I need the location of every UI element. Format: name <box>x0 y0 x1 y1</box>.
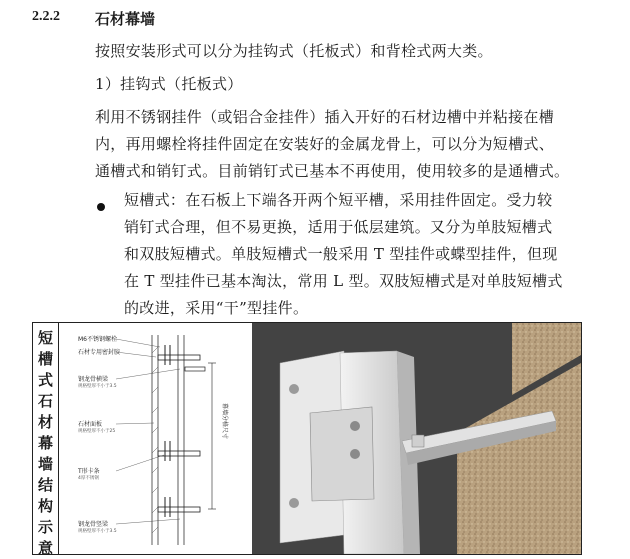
description-line: 通槽式和销钉式。目前销钉式已基本不再使用，使用较多的是通槽式。 <box>95 162 570 180</box>
figure-side-label <box>32 322 59 555</box>
side-label-char: 短 <box>37 329 53 347</box>
bullet-line: 短槽式：在石板上下端各开两个短平槽，采用挂件固定。受力较 <box>124 191 553 209</box>
side-label-char: 结 <box>37 476 53 494</box>
side-label-char: 式 <box>37 371 53 389</box>
dimension-label: 幕墙分格尺寸 <box>221 403 228 440</box>
side-label-char: 意 <box>37 539 53 557</box>
section-title: 石材幕墙 <box>95 10 156 28</box>
description-line: 利用不锈钢挂件（或铝合金挂件）插入开好的石材边槽中并粘接在槽 <box>95 108 555 126</box>
bullet-line: 和双肢短槽式。单肢短槽式一般采用 T 型挂件或蝶型挂件，但现 <box>124 245 558 263</box>
section-number: 2.2.2 <box>32 9 60 24</box>
label-column: 钢龙骨竖梁 <box>78 521 109 528</box>
label-stone-panel: 石材面板 <box>78 421 103 428</box>
subsection-heading: 1）挂钩式（托板式） <box>95 75 243 93</box>
bullet-paragraph <box>124 187 589 322</box>
label-stone-panel-spec: 规格壁厚不小于25 <box>78 429 116 434</box>
label-column-spec: 规格壁厚不小于3.5 <box>78 529 117 534</box>
description-line: 内，再用螺栓将挂件固定在安装好的金属龙骨上，可以分为短槽式、 <box>95 135 555 153</box>
description-paragraph <box>95 104 595 185</box>
label-beam: 钢龙骨横梁 <box>78 376 109 383</box>
bullet-icon <box>97 203 105 211</box>
label-t-clip-spec: 4厚不锈钢 <box>78 476 99 481</box>
label-sealant: 石材专用密封胶 <box>78 349 121 356</box>
side-label-char: 槽 <box>37 350 53 368</box>
bullet-line: 的改进，采用“干”型挂件。 <box>124 299 309 317</box>
intro-paragraph: 按照安装形式可以分为挂钩式（托板式）和背栓式两大类。 <box>95 42 493 60</box>
label-t-clip: T形卡条 <box>78 468 100 475</box>
bullet-line: 在 T 型挂件已基本淘汰，常用 L 型。双肢短槽式是对单肢短槽式 <box>124 272 563 290</box>
side-label-char: 墙 <box>37 455 53 473</box>
label-bolt: M6不锈钢螺栓 <box>78 336 117 343</box>
side-label-char: 幕 <box>37 434 53 452</box>
side-label-char: 构 <box>37 497 53 515</box>
label-beam-spec: 规格壁厚不小于3.5 <box>78 384 117 389</box>
side-label-char: 石 <box>37 392 53 410</box>
side-label-char: 示 <box>37 518 53 536</box>
bullet-line: 销钉式合理，但不易更换，适用于低层建筑。又分为单肢短槽式 <box>124 218 553 236</box>
side-label-char: 材 <box>37 413 53 431</box>
structure-diagram <box>60 323 248 554</box>
structure-render-image <box>252 323 581 554</box>
